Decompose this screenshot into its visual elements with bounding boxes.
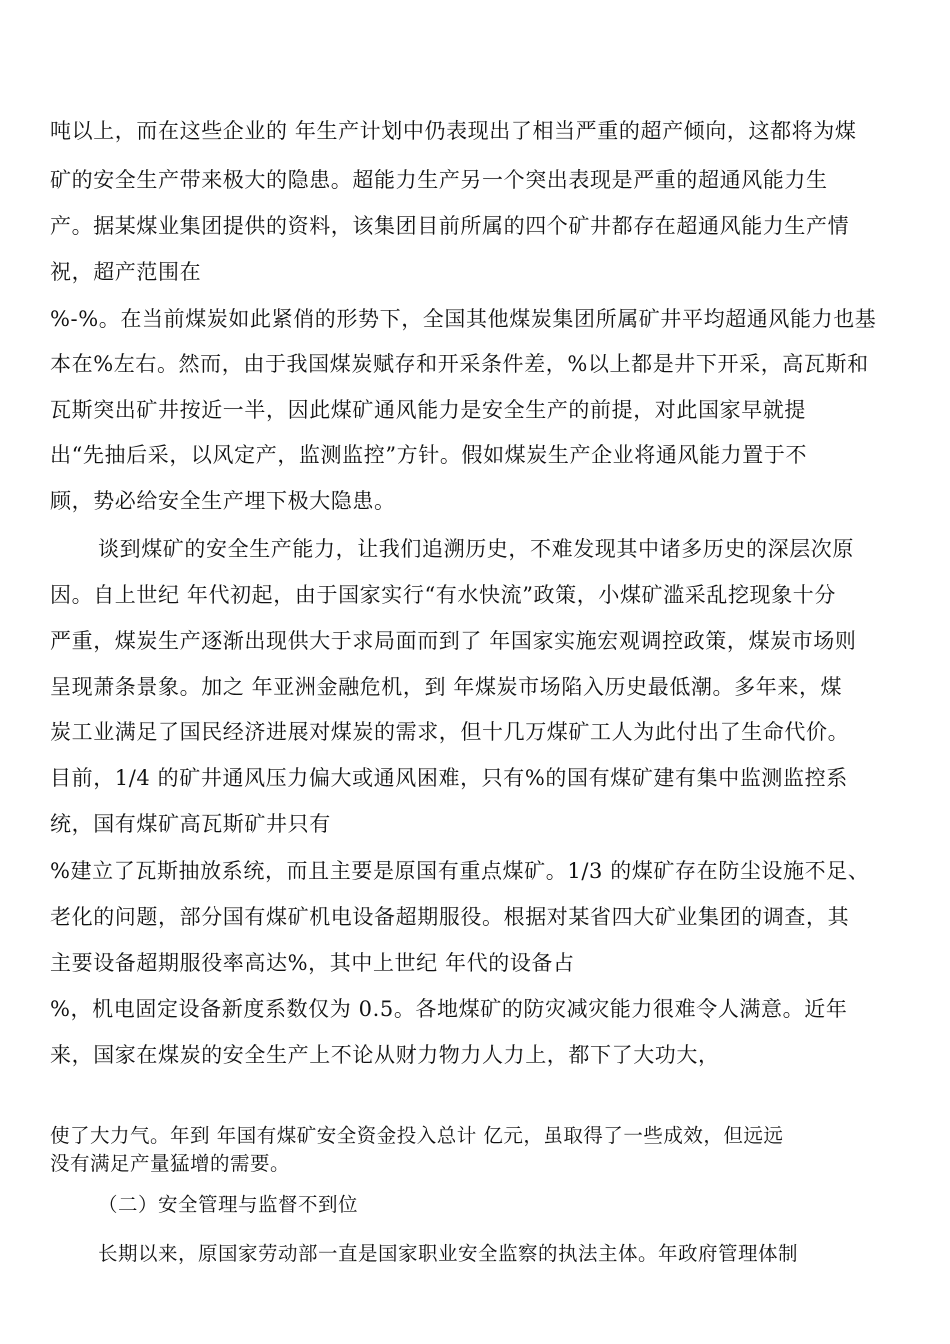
text-line-13: 呈现萧条景象。加之 年亚洲金融危机，到 年煤炭市场陷入历史最低潮。多年来，煤 <box>50 675 843 699</box>
text-line-4: 祝，超产范围在 <box>50 260 202 284</box>
text-line-11: 因。自上世纪 年代初起，由于国家实行“有水快流”政策，小煤矿滥采乱挖现象十分 <box>50 583 836 607</box>
text-line-12: 严重，煤炭生产逐渐出现供大于求局面而到了 年国家实施宏观调控政策，煤炭市场则 <box>50 629 857 653</box>
text-line-23: 没有满足产量猛增的需要。 <box>50 1152 291 1175</box>
text-line-5: %-%。在当前煤炭如此紧俏的形势下，全国其他煤炭集团所属矿井平均超通风能力也基 <box>50 307 877 331</box>
text-line-18: 老化的问题，部分国有煤矿机电设备超期服役。根据对某省四大矿业集团的调查，其 <box>50 905 850 929</box>
text-line-17: %建立了瓦斯抽放系统，而且主要是原国有重点煤矿。1/3 的煤矿存在防尘设施不足、 <box>50 859 870 883</box>
text-line-22: 使了大力气。年到 年国有煤矿安全资金投入总计 亿元，虽取得了一些成效，但远远 <box>50 1124 784 1147</box>
text-line-16: 统，国有煤矿高瓦斯矿井只有 <box>50 812 331 836</box>
text-line-14: 炭工业满足了国民经济进展对煤炭的需求，但十几万煤矿工人为此付出了生命代价。 <box>50 720 850 744</box>
text-line-7: 瓦斯突出矿井按近一半，因此煤矿通风能力是安全生产的前提，对此国家早就提 <box>50 398 806 422</box>
text-line-6: 本在%左右。然而，由于我国煤炭赋存和开采条件差，%以上都是井下开采，高瓦斯和 <box>50 352 869 376</box>
section-heading: （二）安全管理与监督不到位 <box>98 1193 359 1216</box>
text-line-21: 来，国家在煤炭的安全生产上不论从财力物力人力上，都下了大功大， <box>50 1043 720 1067</box>
paragraph-start-line: 谈到煤矿的安全生产能力，让我们追溯历史，不难发现其中诸多历史的深层次原 <box>98 537 854 561</box>
text-line-20: %，机电固定设备新度系数仅为 0.5。各地煤矿的防灾减灾能力很难令人满意。近年 <box>50 997 848 1021</box>
text-line-15: 目前，1/4 的矿井通风压力偏大或通风困难，只有%的国有煤矿建有集中监测监控系 <box>50 766 848 790</box>
text-line-3: 产。据某煤业集团提供的资料，该集团目前所属的四个矿井都存在超通风能力生产情 <box>50 214 850 238</box>
text-line-19: 主要设备超期服役率高达%，其中上世纪 年代的设备占 <box>50 951 575 975</box>
text-line-8: 出“先抽后采，以风定产，监测监控”方针。假如煤炭生产企业将通风能力置于不 <box>50 443 808 467</box>
text-line-25: 长期以来，原国家劳动部一直是国家职业安全监察的执法主体。年政府管理体制 <box>98 1242 799 1265</box>
text-line-9: 顾，势必给安全生产埋下极大隐患。 <box>50 489 396 513</box>
text-line-1: 吨以上，而在这些企业的 年生产计划中仍表现出了相当严重的超产倾向，这都将为煤 <box>50 119 857 143</box>
text-line-2: 矿的安全生产带来极大的隐患。超能力生产另一个突出表现是严重的超通风能力生 <box>50 168 828 192</box>
